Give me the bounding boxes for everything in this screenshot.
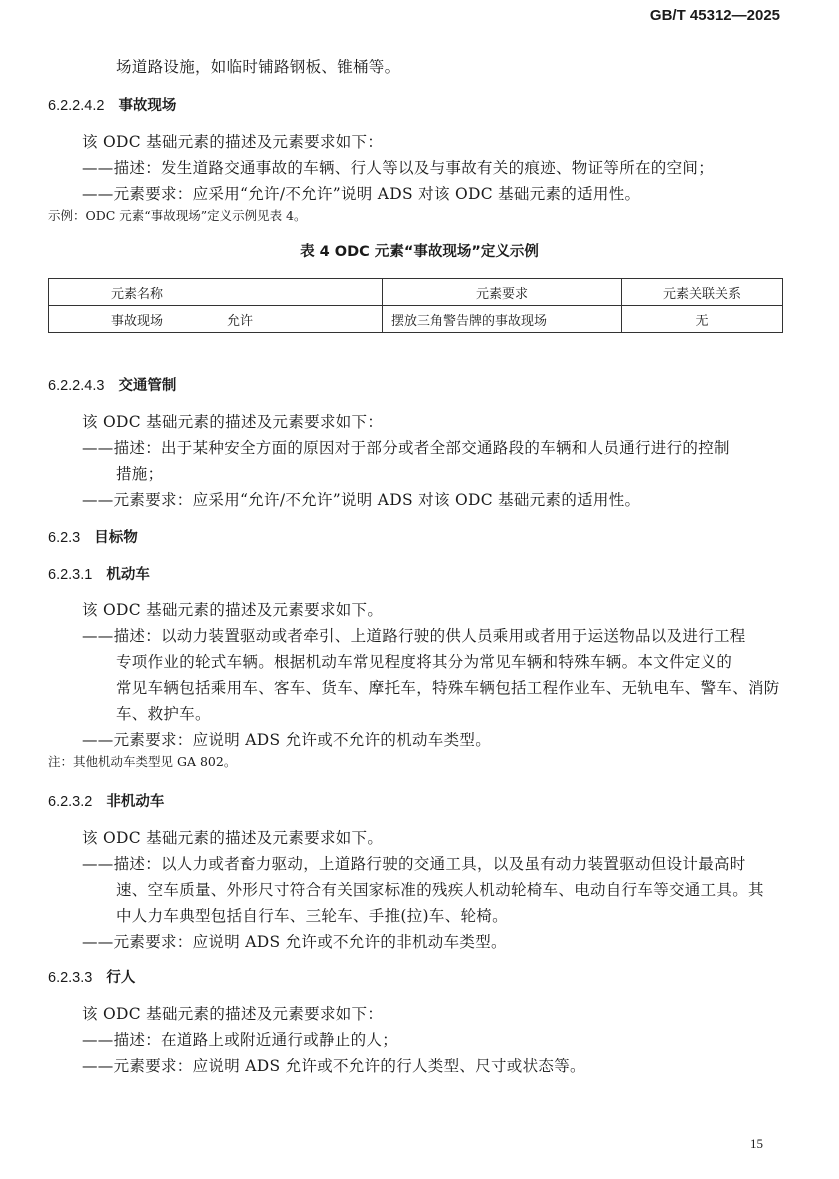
list-item-continuation: 措施； xyxy=(116,465,164,483)
cell-requirement: 摆放三角警告牌的事故现场 xyxy=(383,306,622,333)
list-item-continuation: 速、空车质量、外形尺寸符合有关国家标准的残疾人机动轮椅车、电动自行车等交通工具。其 xyxy=(116,881,764,899)
paragraph: 该 ODC 基础元素的描述及元素要求如下： xyxy=(82,133,384,151)
table-row xyxy=(49,306,783,333)
list-item: ——元素要求：应采用“允许/不允许”说明 ADS 对该 ODC 基础元素的适用性。 xyxy=(82,491,641,509)
list-item: ——元素要求：应说明 ADS 允许或不允许的非机动车类型。 xyxy=(82,933,507,951)
paragraph: 该 ODC 基础元素的描述及元素要求如下。 xyxy=(82,601,384,619)
section-title: 行人 xyxy=(106,970,136,986)
section-number: 6.2.3.2 xyxy=(48,794,93,810)
cell-relation: 无 xyxy=(622,306,783,333)
header-cell: 元素要求 xyxy=(383,279,622,306)
list-item-continuation: 常见车辆包括乘用车、客车、货车、摩托车，特殊车辆包括工程作业车、无轨电车、警车、消防 xyxy=(116,679,780,697)
paragraph: 该 ODC 基础元素的描述及元素要求如下： xyxy=(82,1005,384,1023)
list-item: ——描述：在道路上或附近通行或静止的人； xyxy=(82,1031,399,1049)
section-number: 6.2.3 xyxy=(48,530,81,546)
continuation-text: 场道路设施，如临时铺路钢板、锥桶等。 xyxy=(116,58,401,76)
section-title: 非机动车 xyxy=(106,794,165,810)
section-title: 事故现场 xyxy=(118,98,177,114)
list-item: ——描述：以人力或者畜力驱动，上道路行驶的交通工具，以及虽有动力装置驱动但设计最高时 xyxy=(82,855,746,873)
list-item: ——描述：以动力装置驱动或者牵引、上道路行驶的供人员乘用或者用于运送物品以及进行工程 xyxy=(82,627,746,645)
list-item-continuation: 专项作业的轮式车辆。根据机动车常见程度将其分为常见车辆和特殊车辆。本文件定义的 xyxy=(116,653,733,671)
section-heading-6-2-2-4-2 xyxy=(48,94,176,115)
page-number: 15 xyxy=(750,1136,763,1151)
cell-name xyxy=(49,306,383,333)
standard-code: GB/T 45312—2025 xyxy=(649,7,780,24)
section-number: 6.2.2.4.2 xyxy=(48,98,105,114)
list-item: ——元素要求：应采用“允许/不允许”说明 ADS 对该 ODC 基础元素的适用性。 xyxy=(82,185,641,203)
section-heading-6-2-3 xyxy=(48,526,138,547)
section-title: 目标物 xyxy=(94,530,138,546)
header-cell: 元素关联关系 xyxy=(622,279,783,306)
definition-table xyxy=(48,278,783,333)
list-item: ——元素要求：应说明 ADS 允许或不允许的机动车类型。 xyxy=(82,731,491,749)
table-header-row xyxy=(49,279,783,306)
section-heading-6-2-3-2 xyxy=(48,790,164,811)
section-heading-6-2-2-4-3 xyxy=(48,374,176,395)
header-cell: 元素名称 xyxy=(49,279,383,306)
section-number: 6.2.2.4.3 xyxy=(48,378,105,394)
section-number: 6.2.3.3 xyxy=(48,970,93,986)
paragraph: 该 ODC 基础元素的描述及元素要求如下： xyxy=(82,413,384,431)
table-caption: 表 4 ODC 元素“事故现场”定义示例 xyxy=(300,244,539,260)
element-allow: 允许 xyxy=(227,313,254,329)
list-item: ——元素要求：应说明 ADS 允许或不允许的行人类型、尺寸或状态等。 xyxy=(82,1057,586,1075)
section-heading-6-2-3-3 xyxy=(48,966,135,987)
section-title: 机动车 xyxy=(106,567,150,583)
list-item: ——描述：出于某种安全方面的原因对于部分或者全部交通路段的车辆和人员通行进行的控制 xyxy=(82,439,730,457)
paragraph: 该 ODC 基础元素的描述及元素要求如下。 xyxy=(82,829,384,847)
note-text: 注：其他机动车类型见 GA 802。 xyxy=(48,754,237,769)
list-item: ——描述：发生道路交通事故的车辆、行人等以及与事故有关的痕迹、物证等所在的空间； xyxy=(82,159,715,177)
section-number: 6.2.3.1 xyxy=(48,567,93,583)
section-title: 交通管制 xyxy=(118,378,177,394)
element-name: 事故现场 xyxy=(111,313,164,329)
example-text: 示例：ODC 元素“事故现场”定义示例见表 4。 xyxy=(48,208,307,223)
list-item-continuation: 车、救护车。 xyxy=(116,705,211,723)
list-item-continuation: 中人力车典型包括自行车、三轮车、手推(拉)车、轮椅。 xyxy=(116,907,508,925)
section-heading-6-2-3-1 xyxy=(48,563,150,584)
